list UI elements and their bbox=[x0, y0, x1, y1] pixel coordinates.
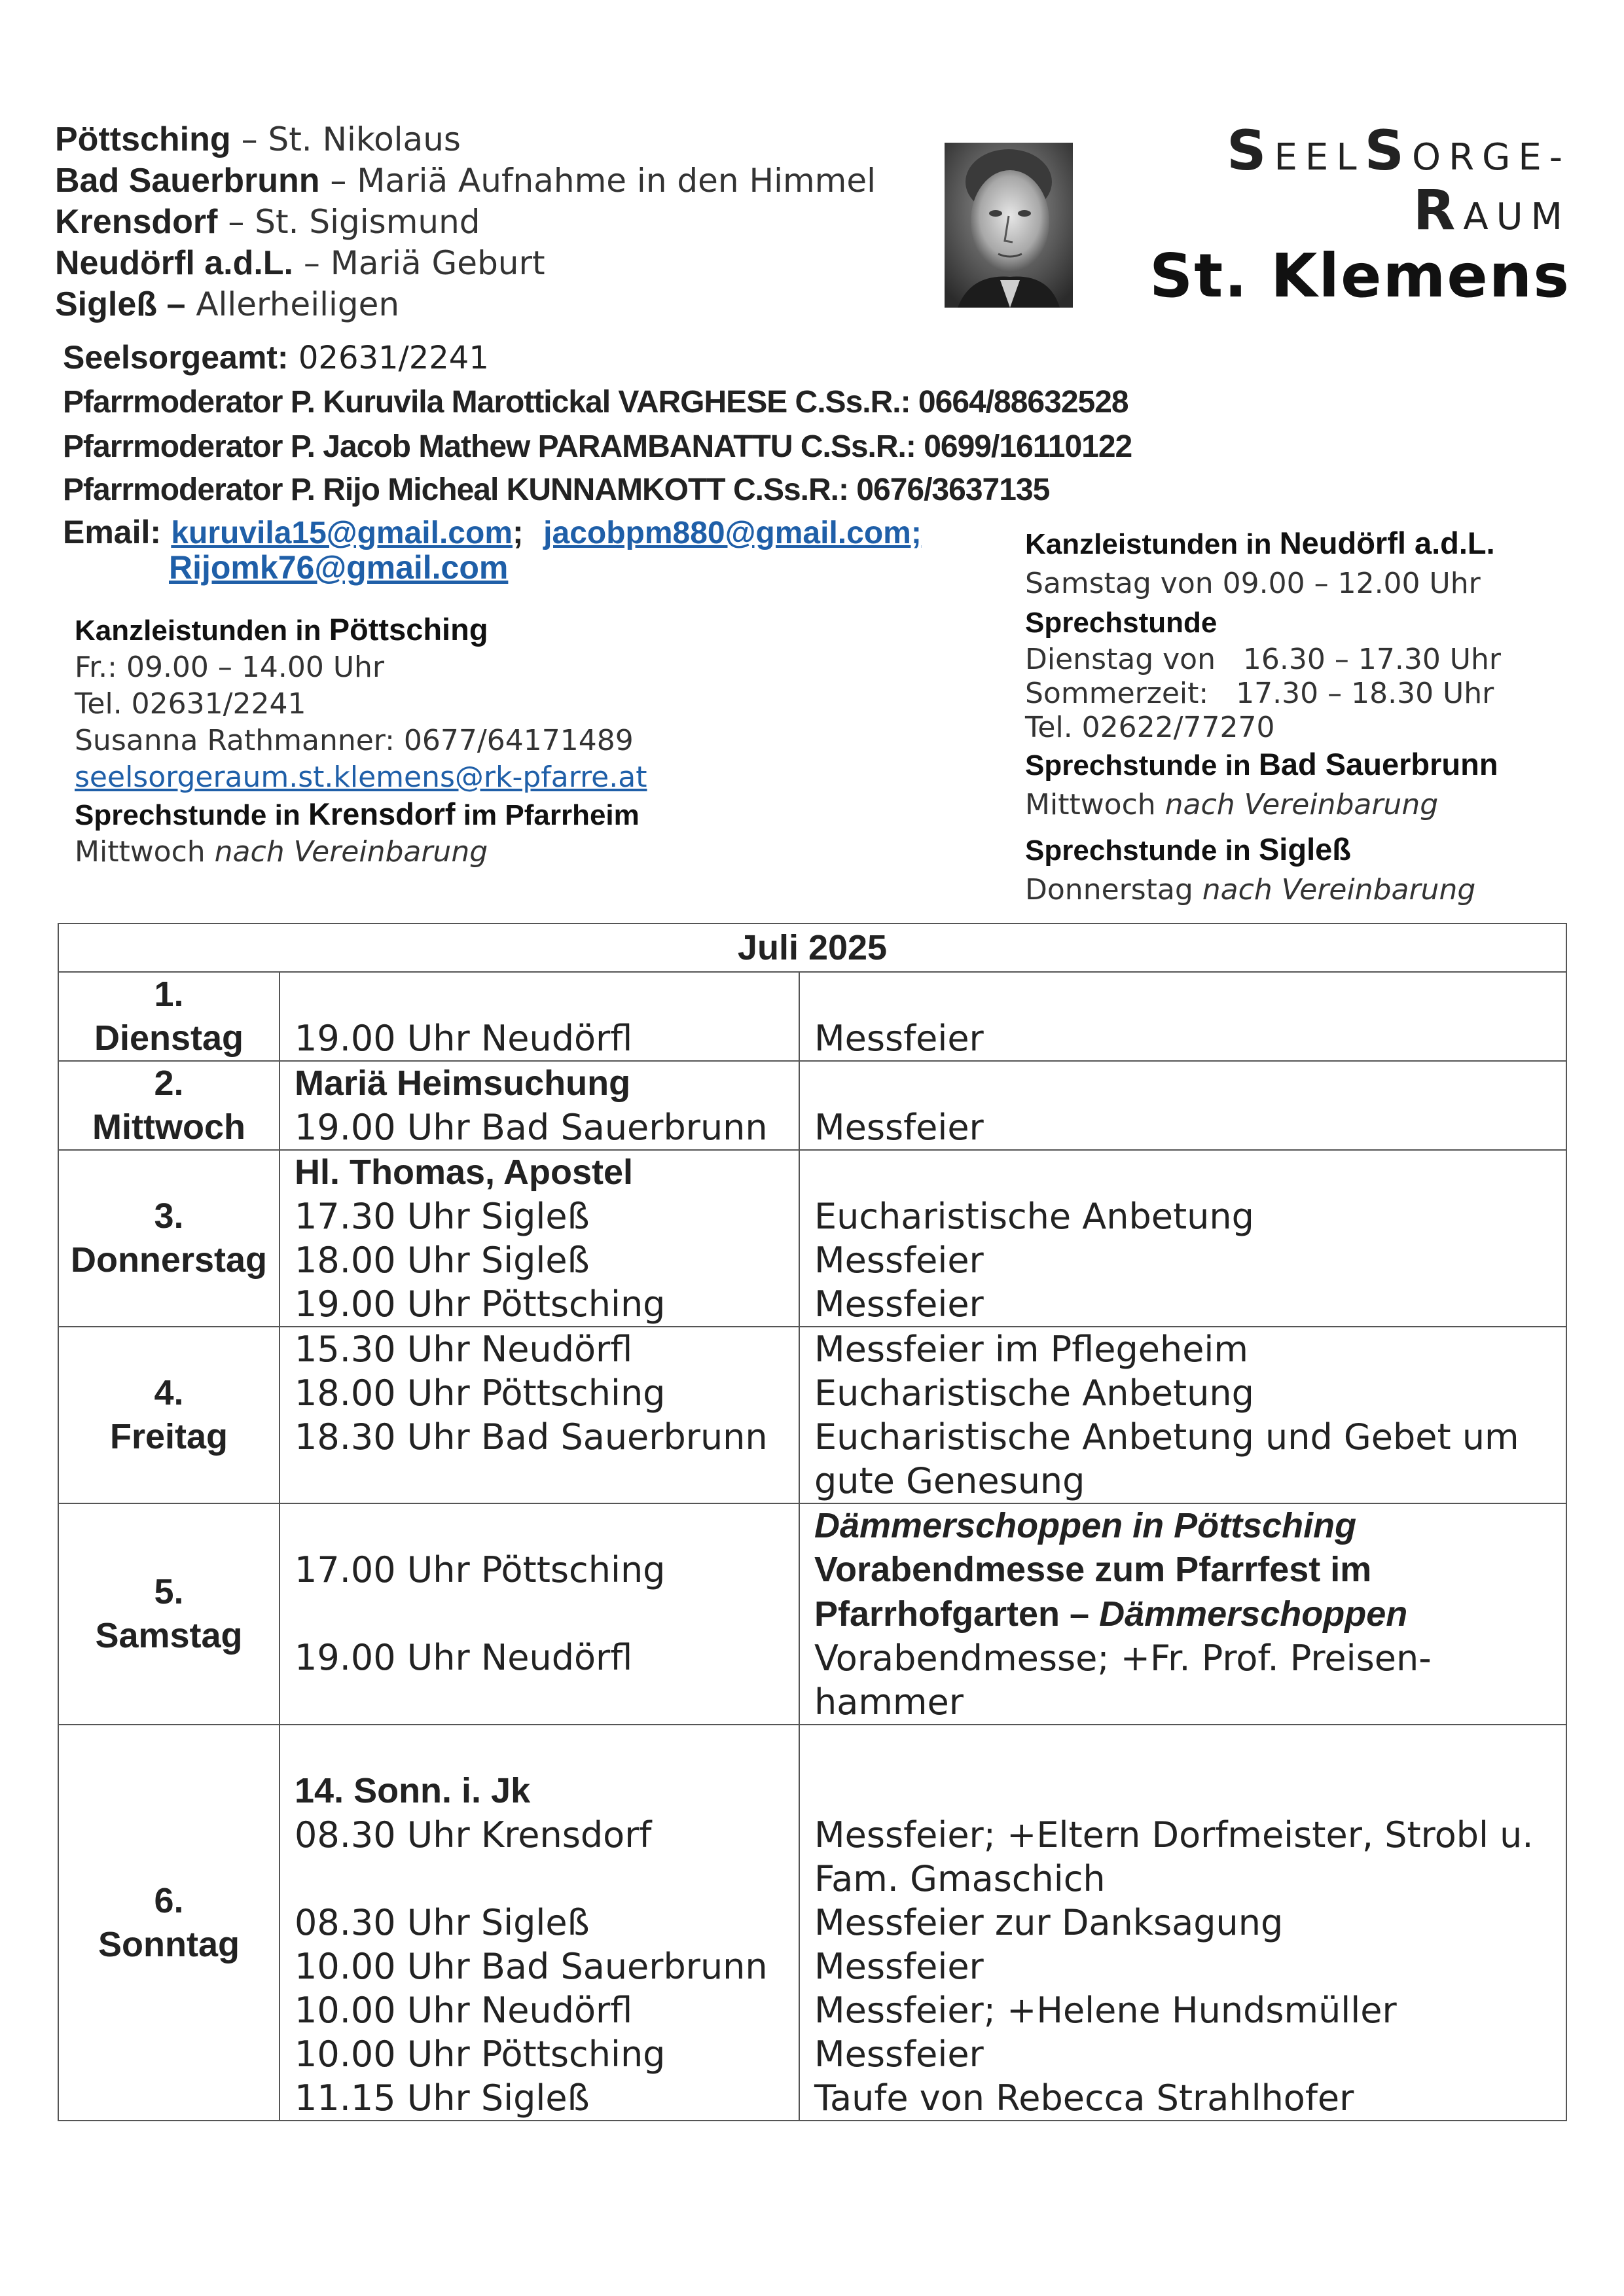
consult-krensdorf-time: Mittwoch nach Vereinbarung bbox=[75, 835, 488, 869]
parish-poettsching: Pöttsching – St. Nikolaus bbox=[55, 120, 461, 158]
consult-bad-sauerbrunn-title: Sprechstunde in Bad Sauerbrunn bbox=[1025, 747, 1498, 781]
office-hours-title: Kanzleistunden in Pöttsching bbox=[75, 612, 488, 647]
moderator-3: Pfarrmoderator P. Rijo Micheal KUNNAMKOTT C.Ss.R.: 0676/3637135 bbox=[63, 473, 1050, 507]
times-cell: Mariä Heimsuchung 19.00 Uhr Bad Sauerbrunn bbox=[280, 1061, 799, 1150]
consult-sigless-time: Donnerstag nach Vereinbarung bbox=[1025, 873, 1476, 906]
times-cell: 17.00 Uhr Pöttsching 19.00 Uhr Neudörfl bbox=[280, 1503, 799, 1725]
office-neudoerfl-title: Kanzleistunden in Neudörfl a.d.L. bbox=[1025, 526, 1495, 560]
consult-tuesday: Dienstag von 16.30 – 17.30 Uhr bbox=[1025, 643, 1501, 676]
events-cell: Messfeier bbox=[799, 1061, 1566, 1150]
day-cell: 3. Donnerstag bbox=[58, 1150, 280, 1327]
times-cell: Hl. Thomas, Apostel 17.30 Uhr Sigleß 18.00 Uhr Sigleß 19.00 Uhr Pöttsching bbox=[280, 1150, 799, 1327]
table-row bbox=[58, 1150, 1566, 1327]
logo-line-2: RAUM bbox=[1413, 178, 1570, 242]
office-neudoerfl-phone: Tel. 02622/77270 bbox=[1025, 711, 1275, 744]
day-cell: 2. Mittwoch bbox=[58, 1061, 280, 1150]
consult-bad-sauerbrunn-time: Mittwoch nach Vereinbarung bbox=[1025, 788, 1439, 821]
parish-bad-sauerbrunn: Bad Sauerbrunn – Mariä Aufnahme in den Himmel bbox=[55, 162, 876, 200]
events-cell: Messfeier; +Eltern Dorfmeister, Strobl u. Fam. Gmaschich Messfeier zur Danksagung Messfeier Messfeier; +Helene Hundsmüller Messfeier Taufe von Rebecca Strahlhofer bbox=[799, 1725, 1566, 2121]
office-email-link[interactable]: seelsorgeraum.st.klemens@rk-pfarre.at bbox=[75, 761, 647, 794]
moderator-2: Pfarrmoderator P. Jacob Mathew PARAMBANATTU C.Ss.R.: 0699/16110122 bbox=[63, 429, 1132, 464]
events-cell: Eucharistische Anbetung Messfeier Messfeier bbox=[799, 1150, 1566, 1327]
seelsorgeraum-logo bbox=[1149, 118, 1570, 311]
parish-neudoerfl: Neudörfl a.d.L. – Mariä Geburt bbox=[55, 244, 545, 282]
logo-line-1: SEELSORGE- bbox=[1227, 118, 1570, 183]
parish-krensdorf: Krensdorf – St. Sigismund bbox=[55, 203, 480, 241]
table-row bbox=[58, 1327, 1566, 1503]
office-hours-neudoerfl bbox=[1025, 524, 1501, 910]
parish-list bbox=[55, 119, 876, 325]
consult-neudoerfl-title: Sprechstunde bbox=[1025, 607, 1218, 639]
email-link-2[interactable]: jacobpm880@gmail.com; bbox=[543, 516, 922, 550]
events-cell: Messfeier im Pflegeheim Eucharistische Anbetung Eucharistische Anbetung und Gebet um gute Genesung bbox=[799, 1327, 1566, 1503]
times-cell: 15.30 Uhr Neudörfl 18.00 Uhr Pöttsching 18.30 Uhr Bad Sauerbrunn bbox=[280, 1327, 799, 1503]
table-row bbox=[58, 1725, 1566, 2121]
logo-title: St. Klemens bbox=[1149, 241, 1570, 311]
email-line: Email: kuruvila15@gmail.com; jacobpm880@gmail.com; bbox=[63, 514, 922, 550]
schedule-header-row bbox=[58, 924, 1566, 972]
office-line: Seelsorgeamt: 02631/2241 bbox=[63, 339, 489, 376]
day-cell: 6. Sonntag bbox=[58, 1725, 280, 2121]
email-link-3[interactable]: Rijomk76@gmail.com bbox=[169, 549, 509, 586]
office-contact: Susanna Rathmanner: 0677/64171489 bbox=[75, 724, 634, 757]
events-cell: Dämmerschoppen in Pöttsching Vorabendmesse zum Pfarrfest im Pfarrhofgarten – Dämmerschoppen Vorabendmesse; +Fr. Prof. Preisen- hammer bbox=[799, 1503, 1566, 1725]
parish-sigless: Sigleß – Allerheiligen bbox=[55, 285, 400, 323]
consult-sigless-title: Sprechstunde in Sigleß bbox=[1025, 832, 1351, 867]
email-link-1[interactable]: kuruvila15@gmail.com bbox=[171, 516, 513, 550]
day-cell: 1. Dienstag bbox=[58, 972, 280, 1061]
times-cell: 19.00 Uhr Neudörfl bbox=[280, 972, 799, 1061]
consult-krensdorf-title: Sprechstunde in Krensdorf im Pfarrheim bbox=[75, 797, 640, 831]
office-hours: Fr.: 09.00 – 14.00 Uhr bbox=[75, 651, 385, 684]
day-cell: 4. Freitag bbox=[58, 1327, 280, 1503]
events-cell: Messfeier bbox=[799, 972, 1566, 1061]
table-row bbox=[58, 1061, 1566, 1150]
office-hours-poettsching bbox=[75, 611, 647, 870]
saint-portrait-image bbox=[945, 143, 1073, 308]
table-row bbox=[58, 972, 1566, 1061]
office-neudoerfl-hours: Samstag von 09.00 – 12.00 Uhr bbox=[1025, 567, 1481, 600]
consult-summer: Sommerzeit: 17.30 – 18.30 Uhr bbox=[1025, 677, 1494, 710]
table-row bbox=[58, 1503, 1566, 1725]
office-phone: Tel. 02631/2241 bbox=[75, 687, 306, 721]
schedule-table bbox=[58, 923, 1567, 2121]
moderator-1: Pfarrmoderator P. Kuruvila Marottickal VARGHESE C.Ss.R.: 0664/88632528 bbox=[63, 385, 1128, 420]
day-cell: 5. Samstag bbox=[58, 1503, 280, 1725]
schedule-month: Juli 2025 bbox=[58, 924, 1566, 972]
contact-section bbox=[63, 335, 1132, 554]
times-cell: 14. Sonn. i. Jk 08.30 Uhr Krensdorf 08.30 Uhr Sigleß 10.00 Uhr Bad Sauerbrunn 10.00 Uhr Neudörfl 10.00 Uhr Pöttsching 11.15 Uhr Sigleß bbox=[280, 1725, 799, 2121]
